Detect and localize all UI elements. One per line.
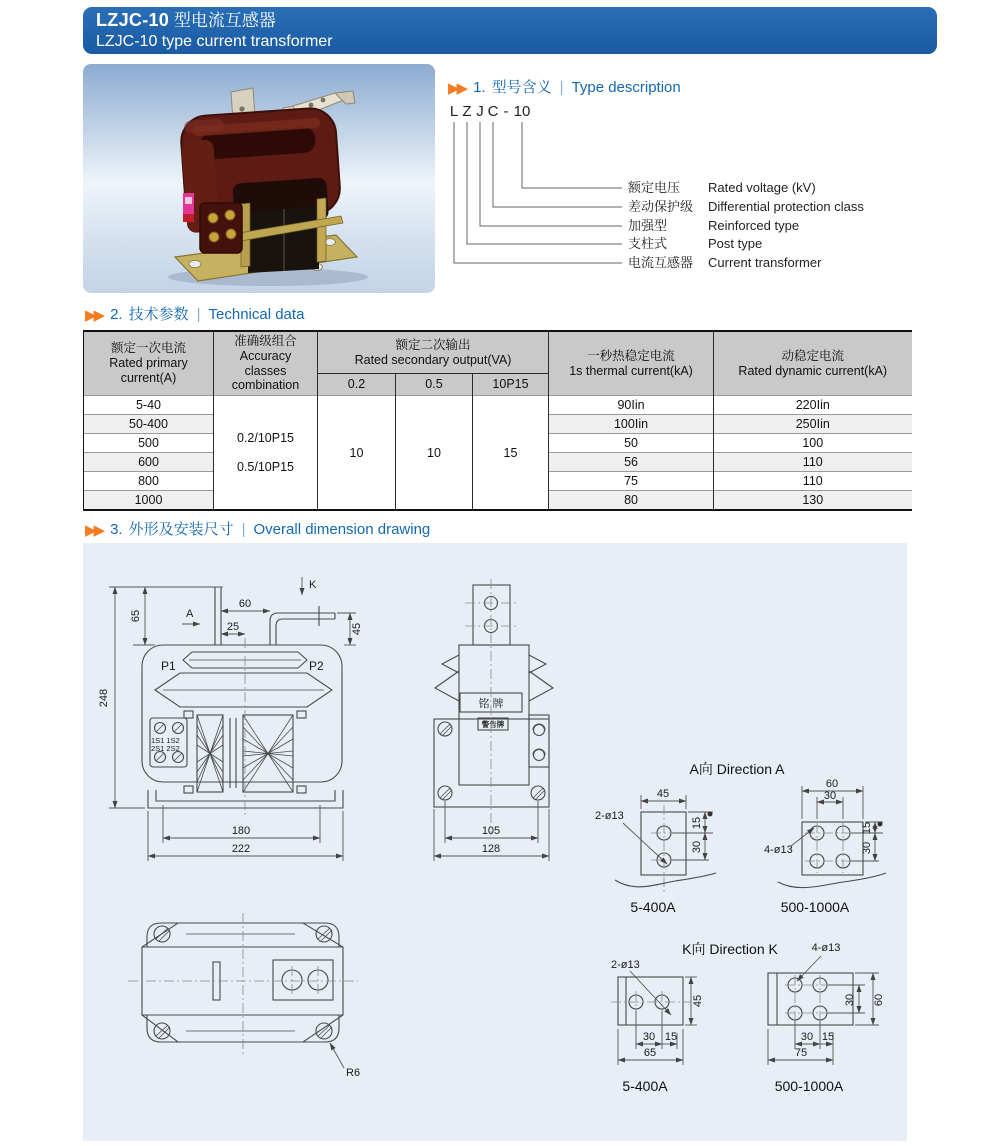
hole-callout-4xd13: 4-ø13	[764, 844, 793, 856]
section-title-en: Overall dimension drawing	[253, 521, 431, 538]
dim-15: 15	[691, 816, 703, 830]
view-a-label: A	[186, 608, 194, 620]
section-separator: |	[241, 521, 246, 538]
dynamic-current-cell: 110	[714, 453, 912, 472]
dash: -	[503, 103, 509, 120]
dim-30: 30	[823, 790, 837, 802]
primary-current-cell: 50-400	[84, 415, 214, 434]
dynamic-current-cell: 100	[714, 434, 912, 453]
output-10P15-cell: 15	[473, 396, 549, 511]
dim-15: 15	[664, 1031, 678, 1043]
header-class-0.2: 0.2	[318, 374, 396, 396]
dim-65: 65	[643, 1047, 657, 1059]
section-title-en: Technical data	[208, 306, 305, 323]
header-class-0.5: 0.5	[396, 374, 473, 396]
caption-5-400A: 5-400A	[630, 899, 676, 915]
dim-45: 45	[351, 622, 363, 636]
meaning-en: Reinforced type	[708, 218, 800, 233]
product-photo	[83, 64, 435, 293]
meaning-en: Differential protection class	[708, 199, 864, 214]
section-title-zh: 技术参数	[128, 306, 189, 323]
hole-callout-4xd13: 4-ø13	[811, 942, 841, 954]
meaning-en: Current transformer	[708, 255, 822, 270]
dim-75: 75	[794, 1047, 808, 1059]
model-code-letters	[450, 103, 531, 120]
dim-128: 128	[481, 843, 501, 855]
view-k-label: K	[309, 579, 317, 591]
primary-current-cell: 5-40	[84, 396, 214, 415]
section-title-zh: 外形及安装尺寸	[128, 521, 234, 538]
letter-j: J	[476, 103, 484, 120]
meaning-zh: 支柱式	[628, 236, 668, 251]
hole-callout-2xd13: 2-ø13	[595, 810, 624, 822]
section-1-header	[448, 76, 681, 97]
letter-c: C	[487, 103, 499, 120]
p2-label: P2	[309, 659, 324, 673]
p1-label: P1	[161, 659, 176, 673]
dim-60: 60	[873, 993, 885, 1007]
section-number: 2.	[110, 306, 123, 323]
dim-248: 248	[98, 688, 110, 708]
dim-45: 45	[656, 788, 670, 800]
page-title-en: LZJC-10 type current transformer	[96, 33, 333, 50]
table-row	[84, 396, 912, 415]
caption-5-400A: 5-400A	[622, 1078, 668, 1094]
direction-a-left-drawing	[595, 788, 716, 915]
dim-222: 222	[231, 843, 251, 855]
secondary-terminal-block	[200, 203, 242, 253]
warning-plate-label: 警告牌	[481, 720, 505, 729]
dim-15: 15	[861, 821, 873, 835]
header-accuracy-classes: 准确级组合 Accuracy classes combination	[214, 331, 318, 396]
primary-current-cell: 800	[84, 472, 214, 491]
section-3-header	[85, 518, 430, 539]
dim-30: 30	[691, 840, 703, 854]
thermal-current-cell: 50	[549, 434, 714, 453]
dynamic-current-cell: 250Iin	[714, 415, 912, 434]
meaning-labels	[628, 180, 864, 270]
left-winding	[197, 715, 223, 792]
connector-lines	[454, 122, 622, 263]
direction-k-left-drawing	[611, 959, 704, 1094]
meaning-zh: 差动保护级	[628, 199, 694, 214]
section-number: 1.	[473, 79, 486, 96]
header-dynamic-current: 动稳定电流 Rated dynamic current(kA)	[714, 331, 912, 396]
section-separator: |	[559, 79, 564, 96]
letter-z: Z	[462, 103, 472, 120]
thermal-current-cell: 90Iin	[549, 396, 714, 415]
hole-callout-2xd13: 2-ø13	[611, 959, 640, 971]
dim-60: 60	[825, 778, 839, 790]
dynamic-current-cell: 130	[714, 491, 912, 511]
technical-data-table	[83, 330, 912, 511]
dim-180: 180	[231, 825, 251, 837]
header-rated-primary-current: 额定一次电流 Rated primary current(A)	[84, 331, 214, 396]
letter-l: L	[449, 103, 459, 120]
header-thermal-current: 一秒热稳定电流 1s thermal current(kA)	[549, 331, 714, 396]
header-class-10P15: 10P15	[473, 374, 549, 396]
direction-a-group	[595, 761, 886, 915]
dim-45: 45	[692, 994, 704, 1008]
output-0.2-cell: 10	[318, 396, 396, 511]
direction-k-group	[611, 941, 885, 1094]
thermal-current-cell: 100Iin	[549, 415, 714, 434]
dynamic-current-cell: 110	[714, 472, 912, 491]
radius-r6-label: R6	[346, 1067, 361, 1079]
meaning-en: Post type	[708, 236, 763, 251]
section-title-en: Type description	[571, 79, 681, 96]
dim-30: 30	[844, 993, 856, 1007]
section-separator: |	[196, 306, 201, 323]
section-arrows-icon: ▶▶	[85, 522, 103, 539]
dim-105: 105	[481, 825, 501, 837]
page-title-zh: LZJC-10 型电流互感器	[96, 10, 276, 30]
dimension-drawing-panel	[83, 543, 907, 1141]
primary-current-cell: 500	[84, 434, 214, 453]
accuracy-combination-cell: 0.2/10P15 0.5/10P15	[214, 396, 318, 511]
caption-500-1000A: 500-1000A	[774, 1078, 844, 1094]
section-2-header	[85, 303, 304, 324]
thermal-current-cell: 56	[549, 453, 714, 472]
type-description-diagram	[440, 98, 992, 288]
rating-label	[183, 193, 194, 222]
side-view-dimensions	[434, 801, 549, 861]
dim-30: 30	[861, 841, 873, 855]
thermal-current-cell: 80	[549, 491, 714, 511]
terminal-labels-row2: 2S1 2S2	[151, 744, 180, 753]
section-number: 3.	[110, 521, 123, 538]
meaning-en: Rated voltage (kV)	[708, 180, 816, 195]
terminal-labels-row1: 1S1 1S2	[151, 736, 180, 745]
dimension-drawings	[83, 543, 907, 1141]
dim-25: 25	[226, 621, 240, 633]
meaning-zh: 额定电压	[628, 180, 681, 195]
direction-k-right-drawing	[768, 942, 885, 1094]
right-winding	[243, 715, 293, 792]
transformer-photo-illustration	[83, 64, 435, 293]
caption-500-1000A: 500-1000A	[780, 899, 850, 915]
direction-a-right-drawing	[764, 778, 886, 915]
dim-65: 65	[130, 609, 142, 623]
dynamic-current-cell: 220Iin	[714, 396, 912, 415]
header-rated-secondary-output: 额定二次输出 Rated secondary output(VA)	[318, 331, 549, 374]
output-0.5-cell: 10	[396, 396, 473, 511]
meaning-zh: 电流互感器	[628, 255, 694, 270]
top-view-drawing	[128, 913, 360, 1079]
dim-30: 30	[642, 1031, 656, 1043]
dim-15: 15	[821, 1031, 835, 1043]
section-title-zh: 型号含义	[491, 79, 552, 96]
dim-30: 30	[800, 1031, 814, 1043]
front-view-drawing	[98, 577, 363, 861]
title-bar	[83, 7, 937, 54]
nameplate-label: 铭 牌	[478, 698, 504, 710]
section-arrows-icon: ▶▶	[448, 80, 466, 97]
thermal-current-cell: 75	[549, 472, 714, 491]
model-code: LZJC-10	[96, 10, 170, 30]
direction-a-title: A向 Direction A	[689, 761, 785, 777]
section-arrows-icon: ▶▶	[85, 307, 103, 324]
primary-current-cell: 600	[84, 453, 214, 472]
number-10: 10	[513, 103, 531, 120]
primary-current-cell: 1000	[84, 491, 214, 511]
side-view-drawing	[434, 579, 553, 861]
dim-60: 60	[238, 598, 252, 610]
meaning-zh: 加强型	[628, 218, 668, 233]
direction-k-title: K向 Direction K	[682, 941, 778, 957]
